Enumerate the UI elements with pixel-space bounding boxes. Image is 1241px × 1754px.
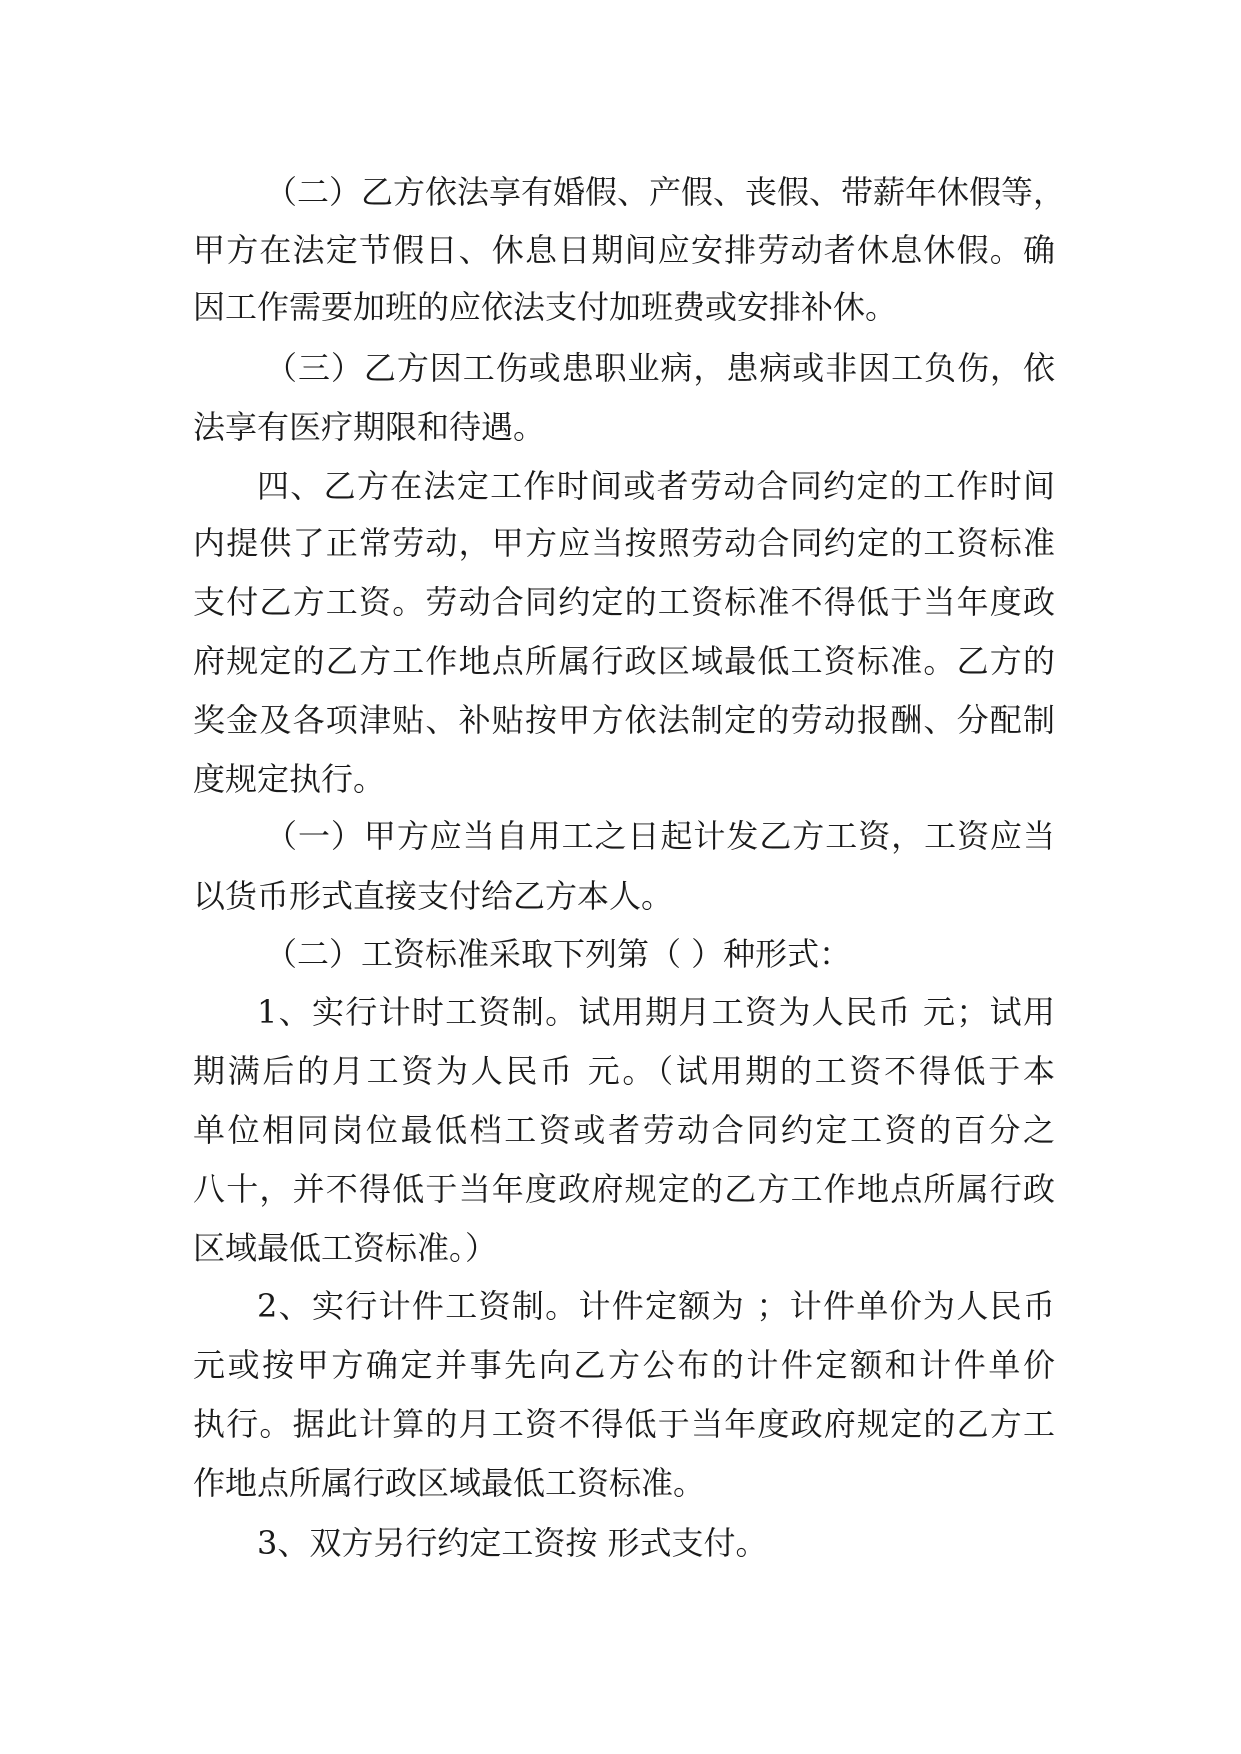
text-line: 3、双方另行约定工资按 形式支付。 [257, 1524, 768, 1562]
text-line: 单位相同岗位最低档工资或者劳动合同约定工资的百分之 [193, 1111, 1055, 1149]
text-line: 期满后的月工资为人民币 元。（试用期的工资不得低于本 [193, 1052, 1055, 1090]
text-line: （二）乙方依法享有婚假、产假、丧假、带薪年休假等， [265, 173, 1066, 211]
text-line: 元或按甲方确定并事先向乙方公布的计件定额和计件单价 [193, 1346, 1055, 1384]
text-line: 支付乙方工资。劳动合同约定的工资标准不得低于当年度政 [193, 583, 1055, 621]
text-line: 甲方在法定节假日、休息日期间应安排劳动者休息休假。确 [193, 231, 1055, 269]
text-line: （一）甲方应当自用工之日起计发乙方工资，工资应当 [265, 817, 1055, 855]
text-line: 度规定执行。 [193, 760, 386, 798]
text-line: 八十，并不得低于当年度政府规定的乙方工作地点所属行政 [193, 1170, 1055, 1208]
text-line: （三）乙方因工伤或患职业病，患病或非因工负伤，依 [265, 349, 1055, 387]
text-line: 作地点所属行政区域最低工资标准。 [193, 1464, 706, 1502]
text-line: 1、实行计时工资制。试用期月工资为人民币 元；试用 [257, 993, 1055, 1031]
text-line: 奖金及各项津贴、补贴按甲方依法制定的劳动报酬、分配制 [193, 701, 1055, 739]
text-line: （二）工资标准采取下列第（ ）种形式： [265, 935, 852, 973]
text-line: 因工作需要加班的应依法支付加班费或安排补休。 [193, 288, 898, 326]
text-line: 执行。据此计算的月工资不得低于当年度政府规定的乙方工 [193, 1405, 1055, 1443]
text-line: 以货币形式直接支付给乙方本人。 [193, 877, 674, 915]
text-line: 区域最低工资标准。） [193, 1229, 498, 1267]
text-line: 四、乙方在法定工作时间或者劳动合同约定的工作时间 [257, 467, 1055, 505]
text-line: 内提供了正常劳动，甲方应当按照劳动合同约定的工资标准 [193, 524, 1055, 562]
text-line: 2、实行计件工资制。计件定额为 ；计件单价为人民币 [257, 1287, 1055, 1325]
text-line: 法享有医疗期限和待遇。 [193, 408, 546, 446]
text-line: 府规定的乙方工作地点所属行政区域最低工资标准。乙方的 [193, 642, 1055, 680]
